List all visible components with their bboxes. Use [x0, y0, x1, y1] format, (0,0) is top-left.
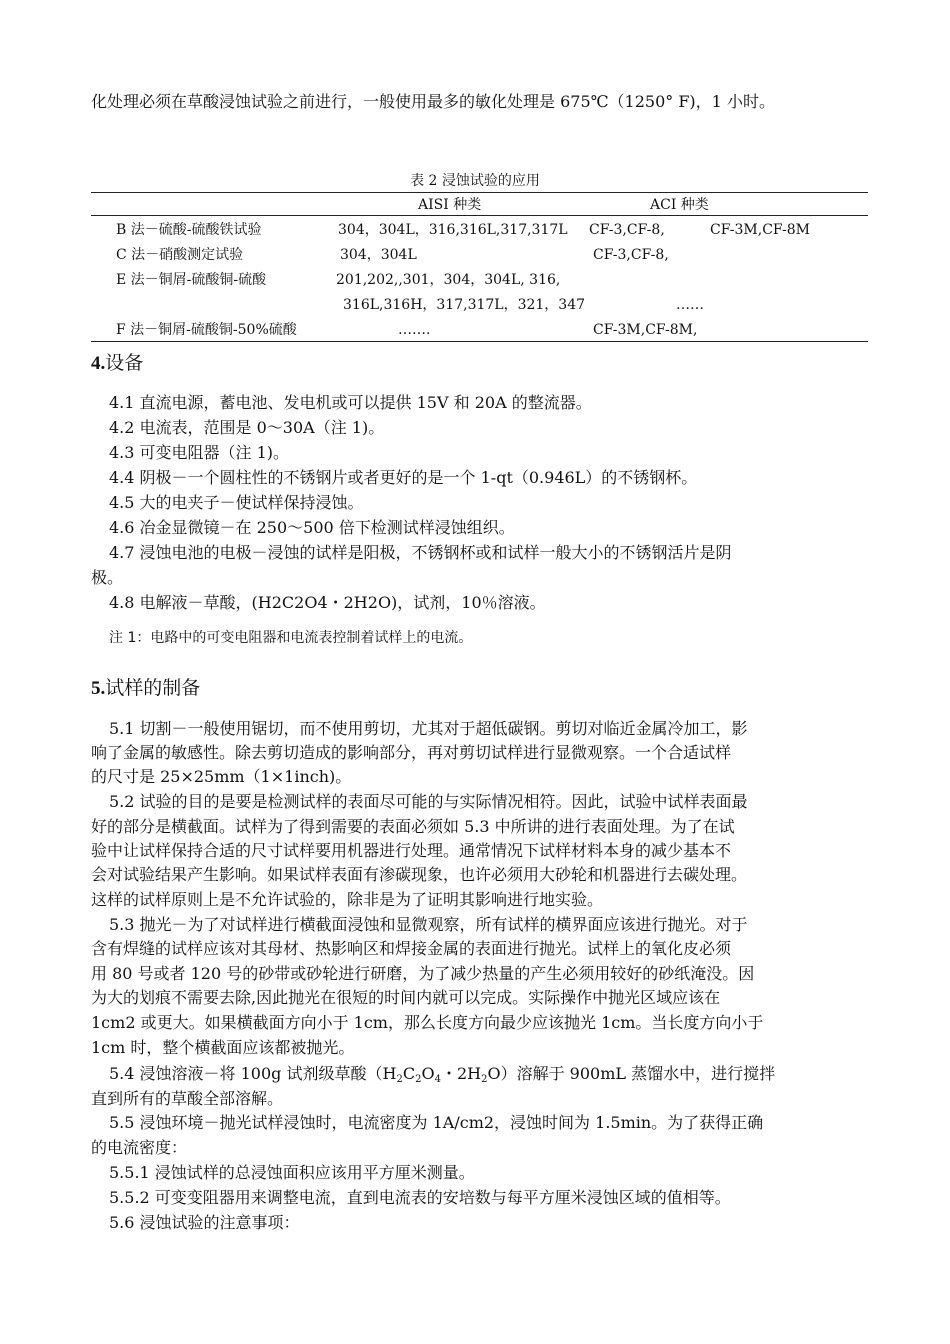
paragraph-line: 5.5.2 可变变阻器用来调整电流，直到电流表的安培数与每平方厘米浸蚀区域的值相等。 [109, 1188, 731, 1207]
table-caption: 表 2 浸蚀试验的应用 [410, 173, 540, 189]
table-cell-aisi: 316L,316H，317,317L，321，347 [343, 297, 586, 313]
footnote: 注 1：电路中的可变电阻器和电流表控制着试样上的电流。 [109, 630, 473, 646]
text-fragment: 5.4 浸蚀溶液－将 100g 试剂级草酸（H [109, 1064, 397, 1083]
text-fragment: ）溶解于 900mL 蒸馏水中，进行搅拌 [500, 1064, 776, 1083]
table-cell-aci: CF-3,CF-8, [589, 222, 665, 238]
section-heading [91, 351, 143, 376]
table-cell-aci-extra: CF-3M,CF-8M [710, 222, 810, 238]
continued-paragraph: 化处理必须在草酸浸蚀试验之前进行，一般使用最多的敏化处理是 675℃（1250° F)，1 小时。 [91, 92, 775, 111]
paragraph-line: 响了金属的敏感性。除去剪切造成的影响部分，再对剪切试样进行显微观察。一个合适试样 [91, 743, 732, 762]
paragraph-line: 4.6 冶金显微镜－在 250～500 倍下检测试样浸蚀组织。 [109, 518, 515, 537]
table-cell-aci: …… [676, 297, 704, 313]
paragraph-line: 1cm 时，整个横截面应该都被抛光。 [91, 1038, 355, 1057]
paragraph-line: 4.5 大的电夹子－使试样保持浸蚀。 [109, 493, 364, 512]
table-cell-method: E 法－铜屑-硫酸铜-硫酸 [116, 272, 267, 288]
paragraph-line: 5.2 试验的目的是要是检测试样的表面尽可能的与实际情况相符。因此，试验中试样表面最 [109, 792, 748, 811]
section-title: 设备 [105, 352, 144, 374]
table-bottom-rule [91, 341, 868, 342]
table-cell-aisi: 304，304L，316,316L,317,317L [338, 222, 568, 238]
paragraph-line: 4.3 可变电阻器（注 1)。 [109, 443, 290, 462]
section-title: 试样的制备 [105, 677, 201, 699]
table-cell-method: C 法－硝酸测定试验 [116, 247, 244, 263]
table-cell-aisi: ……. [398, 322, 431, 338]
paragraph-line: 验中让试样保持合适的尺寸试样要用机器进行处理。通常情况下试样材料本身的减少基本不 [91, 841, 732, 860]
paragraph-line: 好的部分是横截面。试样为了得到需要的表面必须如 5.3 中所讲的进行表面处理。为了在试 [91, 817, 735, 836]
paragraph-line: 会对试验结果产生影响。如果试样表面有渗碳现象，也许必须用大砂轮和机器进行去碳处理。 [91, 865, 748, 884]
paragraph-line: 4.7 浸蚀电池的电极－浸蚀的试样是阳极，不锈钢杯或和试样一般大小的不锈钢活片是阴 [109, 543, 732, 562]
section-number: 4. [91, 353, 106, 374]
table-cell-aisi: 201,202,,301，304，304L, 316, [336, 272, 561, 288]
table-header-rule [91, 215, 868, 216]
paragraph-line: 的电流密度： [91, 1138, 188, 1157]
table-header-aci: ACI 种类 [650, 197, 709, 213]
paragraph-line: 直到所有的草酸全部溶解。 [91, 1089, 284, 1108]
table-header-aisi: AISI 种类 [418, 197, 482, 213]
table-cell-aci: CF-3,CF-8, [593, 247, 669, 263]
table-cell-method: B 法－硫酸-硫酸铁试验 [116, 222, 262, 238]
table-top-rule [91, 192, 868, 193]
paragraph-line: 5.6 浸蚀试验的注意事项： [109, 1213, 300, 1232]
paragraph-line: 4.8 电解液－草酸，(H2C2O4・2H2O)，试剂，10％溶液。 [109, 593, 546, 612]
paragraph-line: 4.2 电流表，范围是 0～30A（注 1)。 [109, 418, 385, 437]
table-cell-method: F 法－铜屑-硫酸铜-50%硫酸 [116, 322, 297, 338]
paragraph-line: 5.5 浸蚀环境－抛光试样浸蚀时，电流密度为 1A/cm2，浸蚀时间为 1.5min。为了获得正确 [109, 1113, 764, 1132]
paragraph-line: 1cm2 或更大。如果横截面方向小于 1cm，那么长度方向最少应该抛光 1cm。当长度方向小于 [91, 1013, 764, 1032]
paragraph-line: 5.4 浸蚀溶液－将 100g 试剂级草酸（$H_2C_2O_4$・$2H_2O$）溶解于 900mL 蒸馏水中，进行搅拌 [109, 1064, 776, 1085]
table-cell-aisi: 304，304L [340, 247, 417, 263]
section-heading [91, 676, 200, 701]
paragraph-line: 极。 [91, 568, 124, 587]
paragraph-line: 4.1 直流电源，蓄电池、发电机或可以提供 15V 和 20A 的整流器。 [109, 393, 592, 412]
paragraph-line: 5.5.1 浸蚀试样的总浸蚀面积应该用平方厘米测量。 [109, 1163, 475, 1182]
section-number: 5. [91, 678, 106, 699]
paragraph-line: 的尺寸是 25×25mm（1×1inch)。 [91, 767, 352, 786]
paragraph-line: 用 80 号或者 120 号的砂带或砂轮进行研磨，为了减少热量的产生必须用较好的砂纸淹没。因 [91, 964, 755, 983]
paragraph-line: 这样的试样原则上是不允许试验的，除非是为了证明其影响进行地实验。 [91, 890, 604, 909]
paragraph-line: 4.4 阴极－一个圆柱性的不锈钢片或者更好的是一个 1-qt（0.946L）的不锈钢杯。 [109, 468, 698, 487]
paragraph-line: 5.3 抛光－为了对试样进行横截面浸蚀和显微观察，所有试样的横界面应该进行抛光。对于 [109, 915, 748, 934]
table-cell-aci: CF-3M,CF-8M, [593, 322, 698, 338]
paragraph-line: 含有焊缝的试样应该对其母材、热影响区和焊接金属的表面进行抛光。试样上的氧化皮必须 [91, 939, 732, 958]
paragraph-line: 5.1 切割－一般使用锯切，而不使用剪切，尤其对于超低碳钢。剪切对临近金属冷加工，影 [109, 719, 748, 738]
paragraph-line: 为大的划痕不需要去除,因此抛光在很短的时间内就可以完成。实际操作中抛光区域应该在 [91, 988, 721, 1007]
